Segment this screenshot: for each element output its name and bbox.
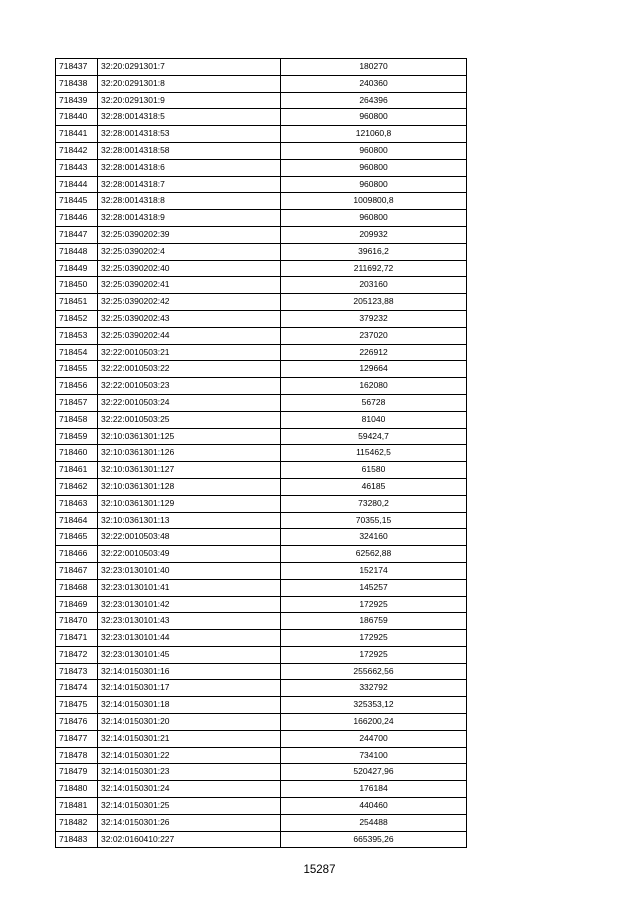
table-row xyxy=(56,176,467,193)
cadastral-number-cell: 32:10:0361301:127 xyxy=(98,462,281,479)
cadastral-value-cell: 70355,15 xyxy=(281,512,467,529)
cadastral-number-cell: 32:10:0361301:126 xyxy=(98,445,281,462)
cadastral-number-cell: 32:14:0150301:25 xyxy=(98,798,281,815)
cadastral-number-cell: 32:28:0014318:53 xyxy=(98,126,281,143)
table-row xyxy=(56,109,467,126)
cadastral-value-cell: 186759 xyxy=(281,613,467,630)
row-id-cell: 718455 xyxy=(56,361,98,378)
cadastral-value-cell: 960800 xyxy=(281,142,467,159)
cadastral-value-cell: 254488 xyxy=(281,814,467,831)
cadastral-value-cell: 73280,2 xyxy=(281,495,467,512)
cadastral-number-cell: 32:22:0010503:22 xyxy=(98,361,281,378)
cadastral-value-cell: 46185 xyxy=(281,478,467,495)
row-id-cell: 718460 xyxy=(56,445,98,462)
table-row xyxy=(56,630,467,647)
cadastral-value-cell: 172925 xyxy=(281,596,467,613)
row-id-cell: 718482 xyxy=(56,814,98,831)
row-id-cell: 718479 xyxy=(56,764,98,781)
table-row xyxy=(56,92,467,109)
cadastral-number-cell: 32:02:0160410:227 xyxy=(98,831,281,848)
cadastral-value-cell: 211692,72 xyxy=(281,260,467,277)
row-id-cell: 718472 xyxy=(56,646,98,663)
table-row xyxy=(56,613,467,630)
table-row xyxy=(56,546,467,563)
cadastral-number-cell: 32:28:0014318:9 xyxy=(98,210,281,227)
table-row xyxy=(56,327,467,344)
table-row xyxy=(56,714,467,731)
cadastral-value-cell: 1009800,8 xyxy=(281,193,467,210)
cadastral-number-cell: 32:14:0150301:21 xyxy=(98,730,281,747)
row-id-cell: 718464 xyxy=(56,512,98,529)
row-id-cell: 718469 xyxy=(56,596,98,613)
row-id-cell: 718440 xyxy=(56,109,98,126)
row-id-cell: 718438 xyxy=(56,75,98,92)
table-row xyxy=(56,831,467,848)
row-id-cell: 718448 xyxy=(56,243,98,260)
table-row xyxy=(56,512,467,529)
row-id-cell: 718475 xyxy=(56,697,98,714)
cadastral-number-cell: 32:23:0130101:40 xyxy=(98,562,281,579)
table-row xyxy=(56,361,467,378)
cadastral-value-cell: 115462,5 xyxy=(281,445,467,462)
table-row xyxy=(56,243,467,260)
cadastral-value-cell: 81040 xyxy=(281,411,467,428)
cadastral-number-cell: 32:25:0390202:4 xyxy=(98,243,281,260)
table-body xyxy=(56,59,467,848)
cadastral-number-cell: 32:10:0361301:128 xyxy=(98,478,281,495)
row-id-cell: 718466 xyxy=(56,546,98,563)
cadastral-value-cell: 162080 xyxy=(281,378,467,395)
cadastral-value-cell: 520427,96 xyxy=(281,764,467,781)
cadastral-value-cell: 264396 xyxy=(281,92,467,109)
row-id-cell: 718452 xyxy=(56,310,98,327)
row-id-cell: 718471 xyxy=(56,630,98,647)
table-row xyxy=(56,445,467,462)
row-id-cell: 718439 xyxy=(56,92,98,109)
cadastral-number-cell: 32:14:0150301:18 xyxy=(98,697,281,714)
row-id-cell: 718447 xyxy=(56,226,98,243)
cadastral-value-cell: 960800 xyxy=(281,159,467,176)
table-row xyxy=(56,310,467,327)
cadastral-number-cell: 32:22:0010503:21 xyxy=(98,344,281,361)
cadastral-value-cell: 440460 xyxy=(281,798,467,815)
row-id-cell: 718478 xyxy=(56,747,98,764)
cadastral-number-cell: 32:28:0014318:7 xyxy=(98,176,281,193)
cadastral-number-cell: 32:25:0390202:43 xyxy=(98,310,281,327)
cadastral-number-cell: 32:23:0130101:45 xyxy=(98,646,281,663)
row-id-cell: 718437 xyxy=(56,59,98,76)
row-id-cell: 718468 xyxy=(56,579,98,596)
cadastral-number-cell: 32:20:0291301:9 xyxy=(98,92,281,109)
cadastral-number-cell: 32:28:0014318:5 xyxy=(98,109,281,126)
table-row xyxy=(56,75,467,92)
table-row xyxy=(56,697,467,714)
cadastral-number-cell: 32:10:0361301:129 xyxy=(98,495,281,512)
row-id-cell: 718458 xyxy=(56,411,98,428)
row-id-cell: 718463 xyxy=(56,495,98,512)
cadastral-value-cell: 325353,12 xyxy=(281,697,467,714)
row-id-cell: 718453 xyxy=(56,327,98,344)
cadastral-value-cell: 237020 xyxy=(281,327,467,344)
cadastral-value-cell: 255662,56 xyxy=(281,663,467,680)
table-row xyxy=(56,579,467,596)
table-row xyxy=(56,159,467,176)
cadastral-value-cell: 960800 xyxy=(281,109,467,126)
cadastral-number-cell: 32:23:0130101:43 xyxy=(98,613,281,630)
cadastral-value-cell: 332792 xyxy=(281,680,467,697)
cadastral-value-cell: 121060,8 xyxy=(281,126,467,143)
row-id-cell: 718454 xyxy=(56,344,98,361)
cadastral-number-cell: 32:25:0390202:42 xyxy=(98,294,281,311)
table-row xyxy=(56,126,467,143)
cadastral-value-cell: 176184 xyxy=(281,781,467,798)
row-id-cell: 718451 xyxy=(56,294,98,311)
cadastral-number-cell: 32:25:0390202:41 xyxy=(98,277,281,294)
cadastral-number-cell: 32:10:0361301:125 xyxy=(98,428,281,445)
cadastral-value-cell: 39616,2 xyxy=(281,243,467,260)
table-row xyxy=(56,378,467,395)
cadastral-number-cell: 32:14:0150301:20 xyxy=(98,714,281,731)
row-id-cell: 718462 xyxy=(56,478,98,495)
table-row xyxy=(56,226,467,243)
row-id-cell: 718483 xyxy=(56,831,98,848)
cadastral-number-cell: 32:14:0150301:17 xyxy=(98,680,281,697)
table-row xyxy=(56,529,467,546)
cadastral-value-cell: 205123,88 xyxy=(281,294,467,311)
table-row xyxy=(56,294,467,311)
cadastral-value-cell: 665395,26 xyxy=(281,831,467,848)
cadastral-number-cell: 32:14:0150301:22 xyxy=(98,747,281,764)
cadastral-value-cell: 209932 xyxy=(281,226,467,243)
cadastral-value-cell: 172925 xyxy=(281,646,467,663)
cadastral-number-cell: 32:22:0010503:49 xyxy=(98,546,281,563)
row-id-cell: 718470 xyxy=(56,613,98,630)
table-row xyxy=(56,394,467,411)
cadastral-value-cell: 59424,7 xyxy=(281,428,467,445)
row-id-cell: 718444 xyxy=(56,176,98,193)
table-row xyxy=(56,814,467,831)
row-id-cell: 718457 xyxy=(56,394,98,411)
row-id-cell: 718467 xyxy=(56,562,98,579)
cadastral-number-cell: 32:22:0010503:48 xyxy=(98,529,281,546)
table-row xyxy=(56,478,467,495)
cadastral-number-cell: 32:25:0390202:40 xyxy=(98,260,281,277)
cadastral-number-cell: 32:25:0390202:44 xyxy=(98,327,281,344)
row-id-cell: 718442 xyxy=(56,142,98,159)
cadastral-value-cell: 960800 xyxy=(281,210,467,227)
cadastral-value-cell: 61580 xyxy=(281,462,467,479)
row-id-cell: 718474 xyxy=(56,680,98,697)
cadastral-value-cell: 145257 xyxy=(281,579,467,596)
cadastral-value-cell: 166200,24 xyxy=(281,714,467,731)
row-id-cell: 718446 xyxy=(56,210,98,227)
cadastral-number-cell: 32:23:0130101:44 xyxy=(98,630,281,647)
cadastral-number-cell: 32:23:0130101:41 xyxy=(98,579,281,596)
row-id-cell: 718443 xyxy=(56,159,98,176)
row-id-cell: 718481 xyxy=(56,798,98,815)
row-id-cell: 718461 xyxy=(56,462,98,479)
table-row xyxy=(56,680,467,697)
table-row xyxy=(56,462,467,479)
cadastral-value-cell: 244700 xyxy=(281,730,467,747)
cadastral-number-cell: 32:22:0010503:24 xyxy=(98,394,281,411)
table-row xyxy=(56,260,467,277)
cadastral-number-cell: 32:22:0010503:25 xyxy=(98,411,281,428)
table-row xyxy=(56,764,467,781)
row-id-cell: 718459 xyxy=(56,428,98,445)
table-row xyxy=(56,495,467,512)
table-row xyxy=(56,646,467,663)
cadastral-value-cell: 734100 xyxy=(281,747,467,764)
cadastral-number-cell: 32:22:0010503:23 xyxy=(98,378,281,395)
table-row xyxy=(56,798,467,815)
table-row xyxy=(56,781,467,798)
table-row xyxy=(56,562,467,579)
cadastral-number-cell: 32:28:0014318:8 xyxy=(98,193,281,210)
row-id-cell: 718441 xyxy=(56,126,98,143)
cadastral-value-cell: 56728 xyxy=(281,394,467,411)
table-row xyxy=(56,59,467,76)
table-row xyxy=(56,663,467,680)
cadastral-number-cell: 32:14:0150301:26 xyxy=(98,814,281,831)
cadastral-value-cell: 180270 xyxy=(281,59,467,76)
row-id-cell: 718465 xyxy=(56,529,98,546)
table-row xyxy=(56,210,467,227)
table-row xyxy=(56,596,467,613)
table-row xyxy=(56,747,467,764)
cadastral-value-cell: 240360 xyxy=(281,75,467,92)
table-row xyxy=(56,344,467,361)
table-row xyxy=(56,142,467,159)
cadastral-value-cell: 960800 xyxy=(281,176,467,193)
cadastral-number-cell: 32:14:0150301:24 xyxy=(98,781,281,798)
row-id-cell: 718445 xyxy=(56,193,98,210)
cadastral-number-cell: 32:25:0390202:39 xyxy=(98,226,281,243)
cadastral-value-cell: 226912 xyxy=(281,344,467,361)
cadastral-number-cell: 32:10:0361301:13 xyxy=(98,512,281,529)
cadastral-number-cell: 32:20:0291301:8 xyxy=(98,75,281,92)
cadastral-value-cell: 379232 xyxy=(281,310,467,327)
cadastral-number-cell: 32:20:0291301:7 xyxy=(98,59,281,76)
cadastral-number-cell: 32:23:0130101:42 xyxy=(98,596,281,613)
row-id-cell: 718473 xyxy=(56,663,98,680)
table-row xyxy=(56,411,467,428)
cadastral-value-cell: 129664 xyxy=(281,361,467,378)
cadastral-number-cell: 32:28:0014318:58 xyxy=(98,142,281,159)
table-row xyxy=(56,193,467,210)
cadastral-value-cell: 324160 xyxy=(281,529,467,546)
table-row xyxy=(56,277,467,294)
cadastral-number-cell: 32:28:0014318:6 xyxy=(98,159,281,176)
cadastral-value-cell: 152174 xyxy=(281,562,467,579)
cadastral-number-cell: 32:14:0150301:16 xyxy=(98,663,281,680)
page-number: 15287 xyxy=(303,864,336,876)
table-row xyxy=(56,428,467,445)
cadastral-value-table xyxy=(55,58,467,848)
table-row xyxy=(56,730,467,747)
cadastral-value-cell: 62562,88 xyxy=(281,546,467,563)
cadastral-value-cell: 172925 xyxy=(281,630,467,647)
row-id-cell: 718480 xyxy=(56,781,98,798)
cadastral-number-cell: 32:14:0150301:23 xyxy=(98,764,281,781)
row-id-cell: 718449 xyxy=(56,260,98,277)
row-id-cell: 718476 xyxy=(56,714,98,731)
row-id-cell: 718477 xyxy=(56,730,98,747)
row-id-cell: 718450 xyxy=(56,277,98,294)
cadastral-value-cell: 203160 xyxy=(281,277,467,294)
row-id-cell: 718456 xyxy=(56,378,98,395)
